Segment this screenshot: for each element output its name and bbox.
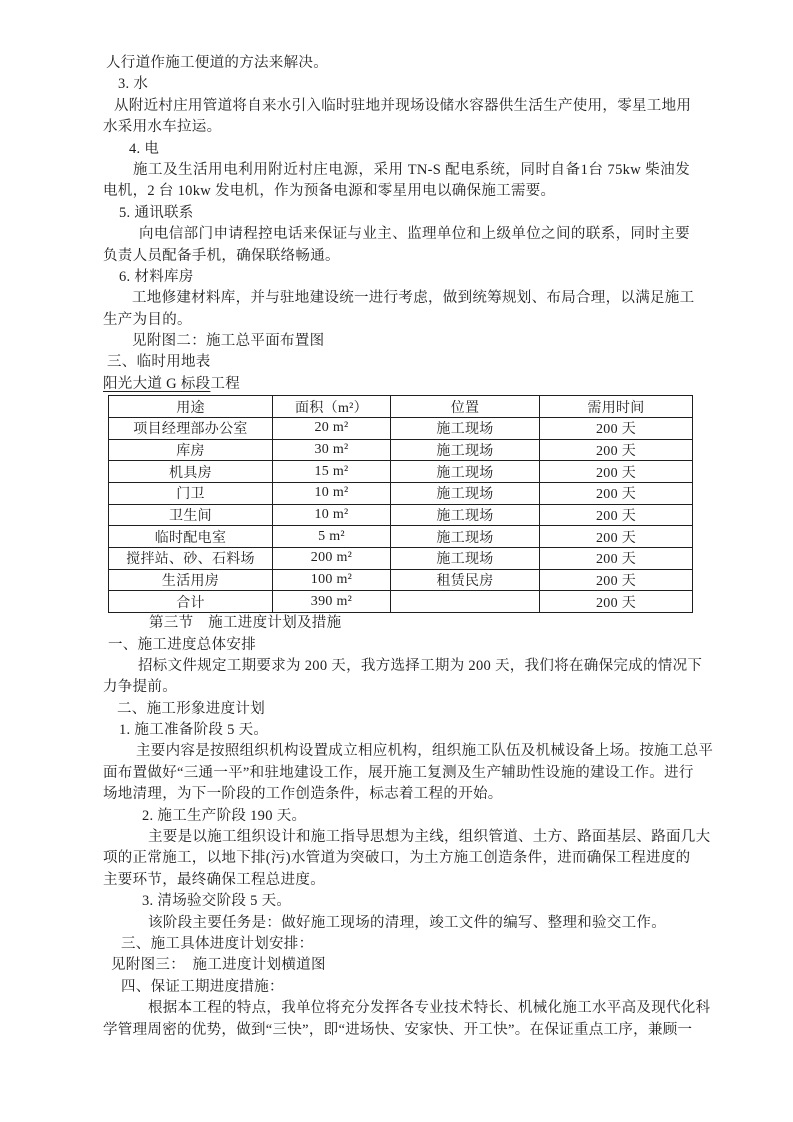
table-cell: 200 天: [540, 483, 693, 505]
text-line: 主要内容是按照组织机构设置成立相应机构，组织施工队伍及机械设备上场。按施工总平: [136, 743, 714, 760]
table-cell: 卫生间: [109, 504, 273, 526]
numbered-item-line: 5. 通讯联系: [119, 204, 194, 221]
table-cell: 10 m²: [273, 504, 391, 526]
text-line: 从附近村庄用管道将自来水引入临时驻地并现场设储水容器供生活生产使用，零星工地用: [114, 97, 692, 114]
text-line: 根据本工程的特点，我单位将充分发挥各专业技术特长、机械化施工水平高及现代化科: [148, 1000, 711, 1017]
table-cell: 项目经理部办公室: [109, 417, 273, 439]
table-row: [109, 483, 693, 505]
table-cell: 20 m²: [273, 417, 391, 439]
section-heading-line: 第三节 施工进度计划及措施: [149, 615, 342, 632]
section-heading-line: 一、施工进度总体安排: [108, 636, 256, 653]
table-cell: 10 m²: [273, 483, 391, 505]
table-row: [109, 504, 693, 526]
text-line: 学管理周密的优势，做到“三快”，即“进场快、安家快、开工快”。在保证重点工序，兼顾一: [103, 1021, 693, 1038]
temporary-land-use-table: [108, 395, 693, 613]
text-line: 力争提前。: [103, 679, 177, 696]
table-cell: 200 天: [540, 504, 693, 526]
text-line: 场地清理，为下一阶段的工作创造条件，标志着工程的开始。: [103, 786, 503, 803]
numbered-item-line: 6. 材料库房: [119, 268, 194, 285]
table-header-cell: 位置: [391, 396, 540, 418]
numbered-item-line: 4. 电: [129, 140, 160, 157]
table-cell: 门卫: [109, 483, 273, 505]
table-cell: 库房: [109, 439, 273, 461]
figure-reference-line: 见附图三： 施工进度计划横道图: [111, 957, 326, 974]
table-cell: 390 m²: [273, 591, 391, 613]
text-line: 生产为目的。: [103, 311, 192, 328]
section-heading-line: 三、临时用地表: [107, 354, 211, 371]
table-cell: 施工现场: [391, 526, 540, 548]
table-row: [109, 417, 693, 439]
table-cell: 200 天: [540, 439, 693, 461]
table-header-row: [109, 396, 693, 418]
table-cell: 机具房: [109, 461, 273, 483]
figure-reference-line: 见附图二：施工总平面布置图: [132, 333, 325, 350]
table-caption-rest: 工程: [210, 375, 241, 392]
document-content: [103, 53, 714, 1041]
table-cell: 施工现场: [391, 461, 540, 483]
table-cell: 生活用房: [109, 569, 273, 591]
table-header-cell: 用途: [109, 396, 273, 418]
table-cell: 施工现场: [391, 483, 540, 505]
table-caption: [103, 374, 690, 395]
numbered-item-line: 3. 水: [118, 76, 149, 93]
table-cell: 200 天: [540, 526, 693, 548]
table-cell: 100 m²: [273, 569, 391, 591]
table-caption-underlined: 阳光大道 G 标段: [103, 375, 211, 392]
section-heading-line: 二、施工形象进度计划: [117, 700, 265, 717]
text-line: 主要环节，最终确保工程总进度。: [103, 871, 325, 888]
numbered-item-line: 2. 施工生产阶段 190 天。: [142, 807, 307, 824]
table-cell: 租赁民房: [391, 569, 540, 591]
text-line: 向电信部门申请程控电话来保证与业主、监理单位和上级单位之间的联系，同时主要: [139, 226, 690, 243]
text-line: 水采用水车拉运。: [103, 119, 222, 136]
text-line: 工地修建材料库，并与驻地建设统一进行考虑，做到统筹规划、布局合理，以满足施工: [132, 290, 695, 307]
table-cell: 搅拌站、砂、石料场: [109, 548, 273, 570]
text-line: 施工及生活用电利用附近村庄电源，采用 TN-S 配电系统，同时自备1台 75kw 柴油发: [133, 161, 690, 178]
table-row: [109, 591, 693, 613]
table-row: [109, 439, 693, 461]
table-row: [109, 461, 693, 483]
text-line: 项的正常施工，以地下排(污)水管道为突破口，为土方施工创造条件，进而确保工程进度的: [103, 850, 691, 867]
table-cell: 施工现场: [391, 439, 540, 461]
table-cell: 临时配电室: [109, 526, 273, 548]
table-cell: 5 m²: [273, 526, 391, 548]
table-cell: [391, 591, 540, 613]
numbered-item-line: 3. 清场验交阶段 5 天。: [142, 893, 292, 910]
text-line: 面布置做好“三通一平”和驻地建设工作，展开施工复测及生产辅助性设施的建设工作。进行: [103, 764, 694, 781]
table-cell: 200 天: [540, 461, 693, 483]
table-cell: 施工现场: [391, 504, 540, 526]
table-row: [109, 548, 693, 570]
table-cell: 施工现场: [391, 417, 540, 439]
table-cell: 200 天: [540, 569, 693, 591]
text-line: 人行道作施工便道的方法来解决。: [106, 55, 328, 71]
text-line: 招标文件规定工期要求为 200 天，我方选择工期为 200 天，我们将在确保完成的情况下: [138, 657, 703, 674]
numbered-item-line: 1. 施工准备阶段 5 天。: [119, 722, 269, 739]
table-cell: 合计: [109, 591, 273, 613]
table-cell: 200 m²: [273, 548, 391, 570]
text-line: 电机，2 台 10kw 发电机，作为预备电源和零星用电以确保施工需要。: [103, 183, 556, 200]
table-cell: 200 天: [540, 591, 693, 613]
section-heading-line: 三、施工具体进度计划安排：: [121, 935, 314, 952]
table-cell: 15 m²: [273, 461, 391, 483]
table-cell: 200 天: [540, 548, 693, 570]
text-line: 该阶段主要任务是：做好施工现场的清理，竣工文件的编写、整理和验交工作。: [148, 914, 666, 931]
table-header-cell: 面积（m²）: [273, 396, 391, 418]
section-heading-line: 四、保证工期进度措施：: [121, 978, 284, 995]
text-line: 负责人员配备手机，确保联络畅通。: [103, 247, 340, 264]
table-row: [109, 526, 693, 548]
table-row: [109, 569, 693, 591]
text-line: 主要是以施工组织设计和施工指导思想为主线，组织管道、土方、路面基层、路面几大: [148, 829, 711, 846]
table-header-cell: 需用时间: [540, 396, 693, 418]
table-cell: 30 m²: [273, 439, 391, 461]
table-cell: 施工现场: [391, 548, 540, 570]
table-cell: 200 天: [540, 417, 693, 439]
